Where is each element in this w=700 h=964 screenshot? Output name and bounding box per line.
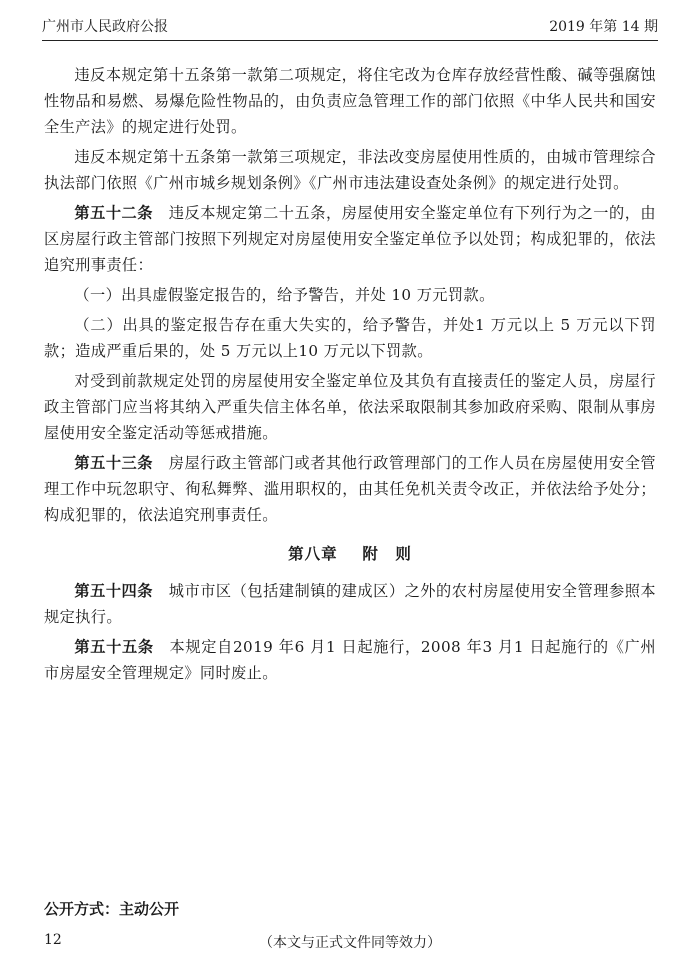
chapter-heading — [44, 542, 656, 564]
article-54 — [44, 578, 656, 630]
article-text: 本规定自2019 年6 月1 日起施行，2008 年3 月1 日起施行的《广州市房屋安全管理规定》同时废止。 — [44, 638, 656, 682]
paragraph: 违反本规定第十五条第一款第二项规定，将住宅改为仓库存放经营性酸、碱等强腐蚀性物品和易燃、易爆危险性物品的，由负责应急管理工作的部门依照《中华人民共和国安全生产法》的规定进行处罚。 — [44, 66, 656, 136]
publication-title: 广州市人民政府公报 — [42, 19, 168, 35]
article-55 — [44, 634, 656, 686]
issue-number: 2019 年第 14 期 — [549, 19, 658, 35]
footer-note: （本文与正式文件同等效力） — [259, 935, 441, 951]
chapter-number: 第八章 — [288, 545, 338, 563]
list-item: （一）出具虚假鉴定报告的，给予警告，并处 10 万元罚款。 — [74, 286, 495, 304]
article-53 — [44, 450, 656, 528]
page-number: 12 — [44, 932, 62, 948]
chapter-title: 附 则 — [362, 545, 412, 563]
article-title: 第五十二条 — [74, 204, 154, 222]
article-text: 房屋行政主管部门或者其他行政管理部门的工作人员在房屋使用安全管理工作中玩忽职守、徇私舞弊、滥用职权的，由其任免机关责令改正，并依法给予处分；构成犯罪的，依法追究刑事责任。 — [44, 454, 657, 524]
article-text: 违反本规定第二十五条，房屋使用安全鉴定单位有下列行为之一的，由区房屋行政主管部门按照下列规定对房屋使用安全鉴定单位予以处罚；构成犯罪的，依法追究刑事责任： — [44, 204, 657, 274]
article-title: 第五十三条 — [74, 454, 154, 472]
paragraph: 对受到前款规定处罚的房屋使用安全鉴定单位及其负有直接责任的鉴定人员，房屋行政主管部门应当将其纳入严重失信主体名单，依法采取限制其参加政府采购、限制从事房屋使用安全鉴定活动等惩戒措施。 — [44, 372, 656, 442]
article-title: 第五十五条 — [74, 638, 154, 656]
list-item: （二）出具的鉴定报告存在重大失实的，给予警告，并处1 万元以上 5 万元以下罚款；造成严重后果的，处 5 万元以上10 万元以下罚款。 — [44, 316, 656, 360]
article-title: 第五十四条 — [74, 582, 154, 600]
document-body — [44, 62, 656, 690]
article-52 — [44, 200, 656, 278]
header-rule — [42, 40, 658, 41]
page-header — [42, 14, 658, 40]
paragraph: 违反本规定第十五条第一款第三项规定，非法改变房屋使用性质的，由城市管理综合执法部门依照《广州市城乡规划条例》《广州市违法建设查处条例》的规定进行处罚。 — [44, 148, 656, 192]
publish-mode: 公开方式：主动公开 — [44, 900, 180, 918]
article-text: 城市市区（包括建制镇的建成区）之外的农村房屋使用安全管理参照本规定执行。 — [44, 582, 657, 626]
